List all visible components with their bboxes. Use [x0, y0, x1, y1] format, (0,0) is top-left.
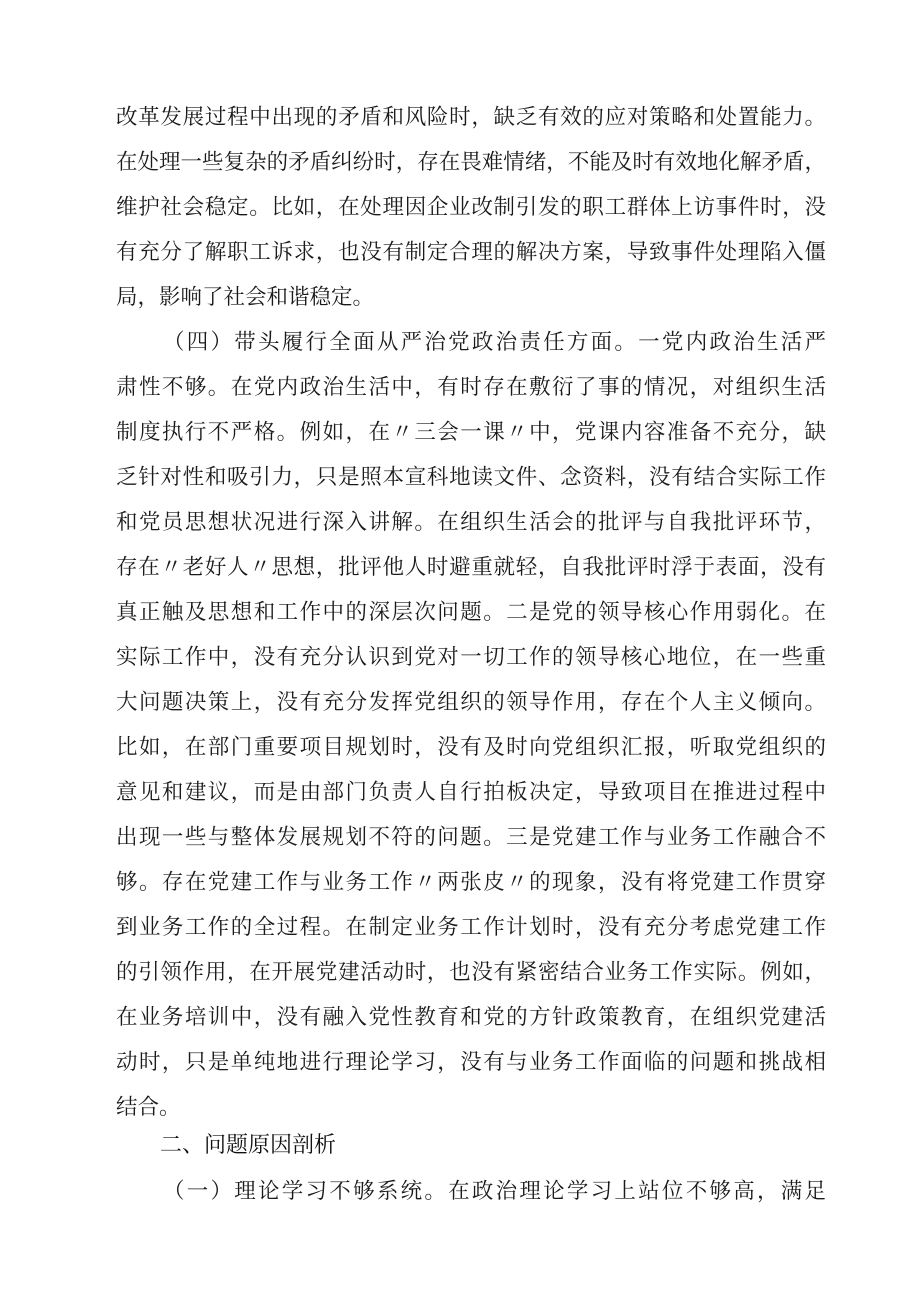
text-line: 存在〃老好人〃思想，批评他人时避重就轻，自我批评时浮于表面，没有 [116, 555, 826, 580]
text-line: 真正触及思想和工作中的深层次问题。二是党的领导核心作用弱化。在 [116, 600, 826, 625]
text-line: （一）理论学习不够系统。在政治理论学习上站位不够高，满足 [163, 1179, 826, 1204]
text-line: 乏针对性和吸引力，只是照本宣科地读文件、念资料，没有结合实际工作 [116, 465, 826, 490]
text-line: 意见和建议，而是由部门负责人自行拍板决定，导致项目在推进过程中 [116, 780, 826, 805]
text-line: 结合。 [116, 1095, 181, 1120]
text-line: 动时，只是单纯地进行理论学习，没有与业务工作面临的问题和挑战相 [116, 1050, 826, 1075]
text-line: 到业务工作的全过程。在制定业务工作计划时，没有充分考虑党建工作 [116, 915, 826, 940]
text-line: 改革发展过程中出现的矛盾和风险时，缺乏有效的应对策略和处置能力。 [116, 105, 826, 130]
text-line: 出现一些与整体发展规划不符的问题。三是党建工作与业务工作融合不 [116, 825, 826, 850]
text-line: 有充分了解职工诉求，也没有制定合理的解决方案，导致事件处理陷入僵 [116, 240, 826, 265]
text-line: 维护社会稳定。比如，在处理因企业改制引发的职工群体上访事件时，没 [116, 195, 826, 220]
text-line: 在业务培训中，没有融入党性教育和党的方针政策教育，在组织党建活 [116, 1005, 826, 1030]
text-line: 大问题决策上，没有充分发挥党组织的领导作用，存在个人主义倾向。 [116, 690, 826, 715]
text-line: 和党员思想状况进行深入讲解。在组织生活会的批评与自我批评环节， [116, 510, 826, 535]
text-line: 的引领作用，在开展党建活动时，也没有紧密结合业务工作实际。例如， [116, 960, 826, 985]
text-line: 在处理一些复杂的矛盾纠纷时，存在畏难情绪，不能及时有效地化解矛盾， [116, 150, 826, 175]
text-line: （四）带头履行全面从严治党政治责任方面。一党内政治生活严 [163, 330, 826, 355]
section-heading: 二、问题原因剖析 [160, 1133, 337, 1158]
text-line: 局，影响了社会和谐稳定。 [116, 285, 375, 310]
text-line: 够。存在党建工作与业务工作〃两张皮〃的现象，没有将党建工作贯穿 [116, 870, 826, 895]
text-line: 肃性不够。在党内政治生活中，有时存在敷衍了事的情况，对组织生活 [116, 375, 826, 400]
text-line: 实际工作中，没有充分认识到党对一切工作的领导核心地位，在一些重 [116, 645, 826, 670]
text-line: 制度执行不严格。例如，在〃三会一课〃中，党课内容准备不充分，缺 [116, 420, 826, 445]
text-line: 比如，在部门重要项目规划时，没有及时向党组织汇报，听取党组织的 [116, 735, 826, 760]
